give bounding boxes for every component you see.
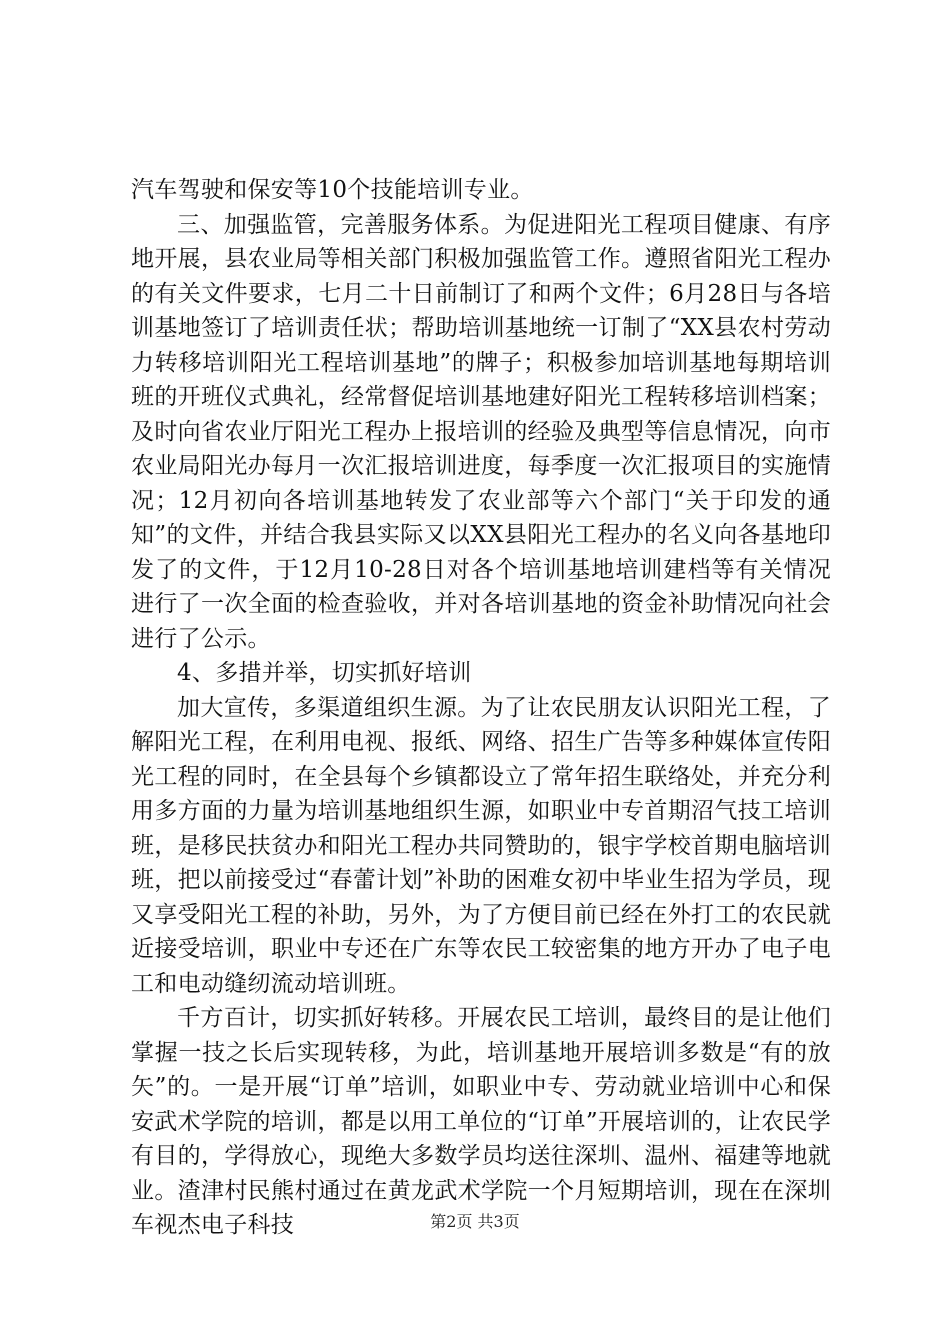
paragraph-continuation: 汽车驾驶和保安等10个技能培训专业。 — [131, 177, 534, 203]
paragraph-transfer: 千方百计，切实抓好转移。开展农民工培训，最终目的是让他们掌握一技之长后实现转移，为此，培训基地开展培训多数是“有的放矢”的。一是开展“订单”培训，如职业中专、劳动就业培训中心和保安武术学院的培训，都是以用工单位的“订单”开展培训的，让农民学有目的，学得放心，现绝大多数学员均送往深圳、温州、福建等地就业。渣津村民熊村通过在黄龙武术学院一个月短期培训，现在在深圳车视杰电子科技 — [131, 1005, 831, 1238]
page-number-footer: 第2页 共3页 — [430, 1212, 520, 1231]
document-body — [131, 173, 831, 1243]
paragraph-supervision: 三、加强监管，完善服务体系。为促进阳光工程项目健康、有序地开展，县农业局等相关部门积极加强监管工作。遵照省阳光工程办的有关文件要求，七月二十日前制订了和两个文件；6月28日与各培训基地签订了培训责任状；帮助培训基地统一订制了“XX县农村劳动力转移培训阳光工程培训基地”的牌子；积极参加培训基地每期培训班的开班仪式典礼，经常督促培训基地建好阳光工程转移培训档案；及时向省农业厅阳光工程办上报培训的经验及典型等信息情况，向市农业局阳光办每月一次汇报培训进度，每季度一次汇报项目的实施情况；12月初向各培训基地转发了农业部等六个部门“关于印发的通知”的文件，并结合我县实际又以XX县阳光工程办的名义向各基地印发了的文件，于12月10-28日对各个培训基地培训建档等有关情况进行了一次全面的检查验收，并对各培训基地的资金补助情况向社会进行了公示。 — [131, 211, 831, 652]
paragraph-publicity: 加大宣传，多渠道组织生源。为了让农民朋友认识阳光工程，了解阳光工程，在利用电视、报纸、网络、招生广告等多种媒体宣传阳光工程的同时，在全县每个乡镇都设立了常年招生联络处，并充分利用多方面的力量为培训基地组织生源，如职业中专首期沼气技工培训班，是移民扶贫办和阳光工程办共同赞助的，银宇学校首期电脑培训班，把以前接受过“春蕾计划”补助的困难女初中毕业生招为学员，现又享受阳光工程的补助，另外，为了方便目前已经在外打工的农民就近接受培训，职业中专还在广东等农民工较密集的地方开办了电子电工和电动缝纫流动培训班。 — [131, 694, 831, 997]
section-heading: 4、多措并举，切实抓好培训 — [177, 660, 472, 686]
